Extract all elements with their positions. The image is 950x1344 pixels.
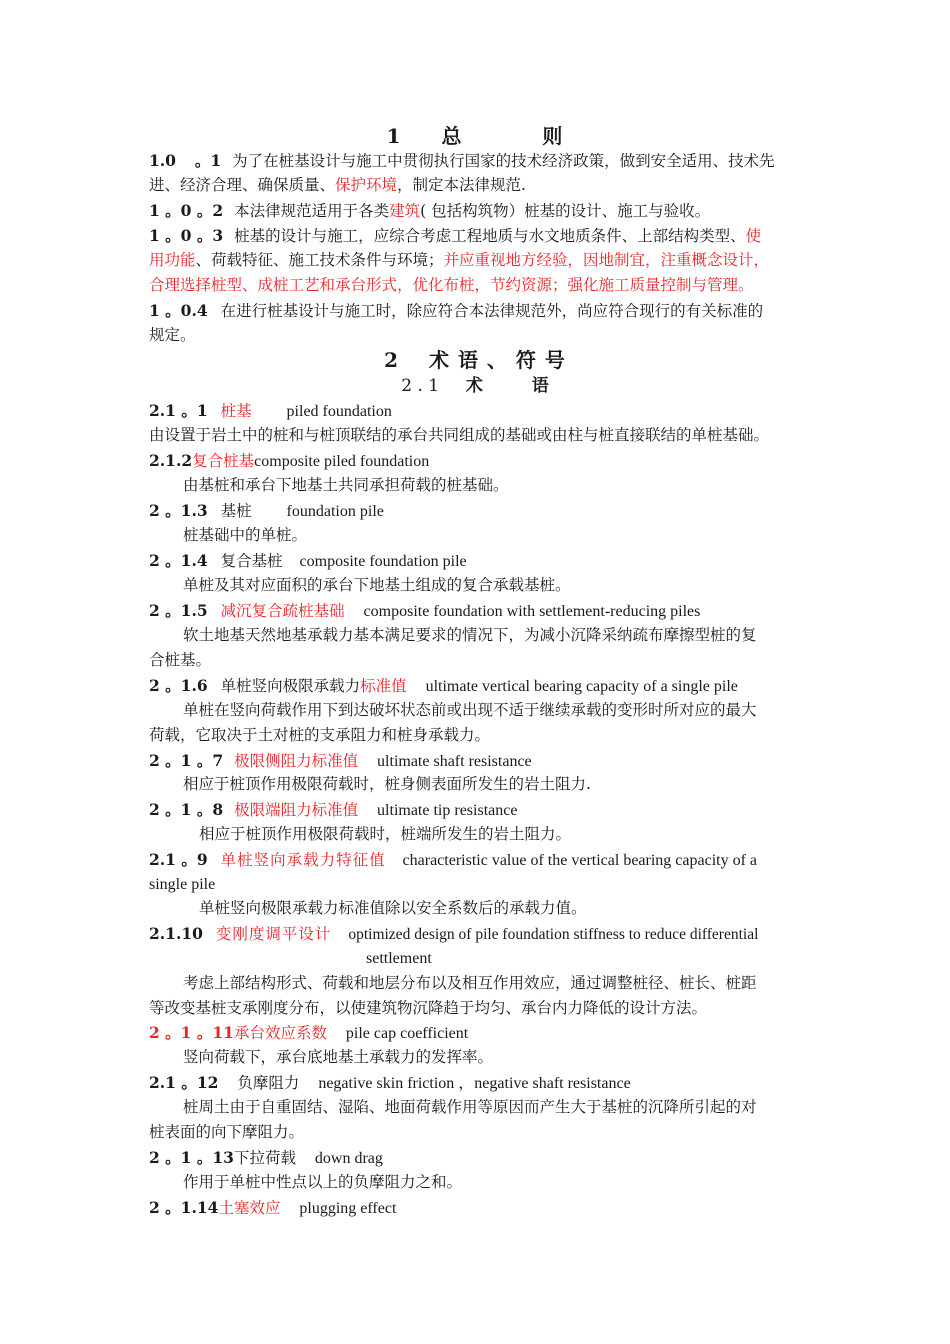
term-cn: 减沉复合疏桩基础 xyxy=(220,602,345,620)
term-2-1-10 xyxy=(149,921,809,946)
term-2-1-5-desc-1: 软土地基天然地基承载力基本满足要求的情况下，为减小沉降采纳疏布摩擦型桩的复 xyxy=(183,626,757,644)
highlight-text: 保护环境 xyxy=(335,176,398,194)
term-number: 2.1.2 xyxy=(149,451,193,470)
term-2-1-8 xyxy=(149,797,809,822)
term-2-1-9-desc: 单桩竖向极限承载力标准值除以安全系数后的承载力值。 xyxy=(199,899,587,917)
clause-text: 在进行桩基设计与施工时，除应符合本法律规范外，尚应符合现行的有关标准的 xyxy=(220,302,764,320)
term-2-1-13 xyxy=(149,1145,809,1170)
chapter-1-heading xyxy=(0,122,950,150)
chapter-title-char-2: 则 xyxy=(542,124,564,148)
clause-1-0-3-line-3: 合理选择桩型、成桩工艺和承台形式，优化布桩，节约资源；强化施工质量控制与管理。 xyxy=(149,276,754,294)
term-2-1-7 xyxy=(149,748,809,773)
term-2-1-9-en-cont: single pile xyxy=(149,876,216,893)
term-cn: 基桩 xyxy=(220,502,252,520)
chapter-title: 术 语 、 符 号 xyxy=(429,348,566,372)
term-2-1-4-desc: 单桩及其对应面积的承台下地基土组成的复合承载基桩。 xyxy=(183,576,571,594)
term-en: optimized design of pile foundation stiffness to reduce differential xyxy=(348,926,759,943)
term-2-1-7-desc: 相应于桩顶作用极限荷载时，桩身侧表面所发生的岩土阻力. xyxy=(183,775,591,793)
term-2-1-5 xyxy=(149,598,809,623)
term-en: piled foundation xyxy=(286,403,392,420)
term-cn: 复合基桩 xyxy=(220,552,283,570)
term-en: down drag xyxy=(314,1150,383,1167)
term-en: composite piled foundation xyxy=(254,453,430,470)
term-number: 2 。1 。11 xyxy=(149,1023,234,1042)
clause-1-0-2 xyxy=(149,198,809,223)
term-2-1-2-desc: 由基桩和承台下地基土共同承担荷载的桩基础。 xyxy=(183,476,509,494)
clause-1-0-1-line-2 xyxy=(149,173,809,198)
term-en: negative skin friction ，negative shaft resistance xyxy=(318,1075,631,1092)
term-2-1-14 xyxy=(149,1195,809,1220)
term-cn: 变刚度调平设计 xyxy=(215,925,332,943)
clause-1-0-3-line-1 xyxy=(149,223,809,248)
clause-text: 、荷载特征、施工技术条件与环境； xyxy=(195,251,444,269)
term-cn: 下拉荷载 xyxy=(233,1149,296,1167)
term-number: 2 。1.6 xyxy=(149,676,208,695)
section-title-char-2: 语 xyxy=(531,376,549,396)
clause-1-0-3-line-2 xyxy=(149,248,809,273)
term-number: 2 。1 。7 xyxy=(149,751,224,770)
term-number: 2.1.10 xyxy=(149,924,203,943)
term-2-1-11 xyxy=(149,1020,809,1045)
clause-text: 桩基的设计与施工，应综合考虑工程地质与水文地质条件、上部结构类型、 xyxy=(234,227,746,245)
chapter-title-char-1: 总 xyxy=(441,124,463,148)
clause-1-0-1-line-1 xyxy=(149,148,809,173)
term-cn: 土塞效应 xyxy=(218,1199,281,1217)
clause-text: 为了在桩基设计与施工中贯彻执行国家的技术经济政策，做到安全适用、技术先 xyxy=(232,152,775,170)
chapter-2-heading xyxy=(0,346,950,374)
clause-text: 进、经济合理、确保质量、 xyxy=(149,176,336,194)
term-number: 2 。1.5 xyxy=(149,601,208,620)
term-number: 2 。1 。13 xyxy=(149,1148,234,1167)
term-2-1-9 xyxy=(149,847,809,872)
term-2-1-12-desc-2: 桩表面的向下摩阻力。 xyxy=(149,1123,305,1141)
term-en: composite foundation with settlement-reducing piles xyxy=(363,603,701,620)
term-en: composite foundation pile xyxy=(299,553,467,570)
term-en: characteristic value of the vertical bearing capacity of a xyxy=(402,852,758,869)
highlight-text: 建筑 xyxy=(389,202,421,220)
section-title-char-1: 术 xyxy=(465,376,483,396)
term-2-1-3 xyxy=(149,498,809,523)
term-number: 2.1 。12 xyxy=(149,1073,219,1092)
clause-text: 本法律规范适用于各类 xyxy=(234,202,390,220)
term-2-1-13-desc: 作用于单桩中性点以上的负摩阻力之和。 xyxy=(183,1173,463,1191)
clause-1-0-4-line-1 xyxy=(149,298,809,323)
term-en: foundation pile xyxy=(286,503,384,520)
highlight-text: 用功能 xyxy=(149,251,196,269)
term-2-1-1 xyxy=(149,398,809,423)
term-en: plugging effect xyxy=(299,1200,397,1217)
term-2-1-6-desc-1: 单桩在竖向荷载作用下到达破坏状态前或出现不适于继续承载的变形时所对应的最大 xyxy=(183,701,757,719)
term-number: 2 。1 。8 xyxy=(149,800,224,819)
term-2-1-5-desc-2: 合桩基。 xyxy=(149,651,212,669)
highlight-text: 使 xyxy=(745,227,762,245)
term-2-1-2 xyxy=(149,448,809,473)
term-number: 2 。1.4 xyxy=(149,551,208,570)
term-2-1-12 xyxy=(149,1070,809,1095)
term-number: 2 。1.3 xyxy=(149,501,208,520)
clause-text: ( 包括构筑物）桩基的设计、施工与验收。 xyxy=(420,202,711,220)
section-number: 2 . 1 xyxy=(401,376,440,396)
term-cn: 负摩阻力 xyxy=(237,1074,300,1092)
clause-number: 1 。0 。3 xyxy=(149,226,224,245)
clause-1-0-4-line-2: 规定。 xyxy=(149,326,196,344)
term-2-1-3-desc: 桩基础中的单桩。 xyxy=(183,526,308,544)
term-number: 2 。1.14 xyxy=(149,1198,219,1217)
term-2-1-12-desc-1: 桩周土由于自重固结、湿陷、地面荷载作用等原因而产生大于基桩的沉降所引起的对 xyxy=(183,1098,757,1116)
highlight-text: 并应重视地方经验，因地制宜，注重概念设计， xyxy=(443,251,770,269)
chapter-number: 2 xyxy=(384,348,400,372)
term-number: 2.1 。9 xyxy=(149,850,208,869)
term-2-1-1-desc: 由设置于岩土中的桩和与桩顶联结的承台共同组成的基础或由柱与桩直接联结的单桩基础。 xyxy=(149,426,770,444)
term-2-1-10-en-cont: settlement xyxy=(366,950,432,967)
clause-number-suffix: 。1 xyxy=(194,151,222,170)
term-cn: 极限端阻力标准值 xyxy=(234,801,359,819)
term-2-1-8-desc: 相应于桩顶作用极限荷载时，桩端所发生的岩土阻力。 xyxy=(199,825,572,843)
term-number: 2.1 。1 xyxy=(149,401,208,420)
term-2-1-11-desc: 竖向荷载下，承台底地基土承载力的发挥率。 xyxy=(183,1048,494,1066)
clause-number: 1 。0.4 xyxy=(149,301,208,320)
clause-number: 1 。0 。2 xyxy=(149,201,224,220)
term-cn: 单桩竖向承载力特征值 xyxy=(220,851,386,869)
term-en: ultimate vertical bearing capacity of a single pile xyxy=(425,678,738,695)
clause-number: 1.0 xyxy=(149,151,176,170)
term-cn: 复合桩基 xyxy=(192,452,255,470)
term-en: ultimate tip resistance xyxy=(377,802,518,819)
term-cn: 桩基 xyxy=(220,402,252,420)
term-en: ultimate shaft resistance xyxy=(377,753,532,770)
term-2-1-10-desc-2: 等改变基桩支承刚度分布，以使建筑物沉降趋于均匀、承台内力降低的设计方法。 xyxy=(149,999,708,1017)
term-cn: 单桩竖向极限承载力 xyxy=(220,677,361,695)
term-2-1-6-desc-2: 荷载，它取决于土对桩的支承阻力和桩身承载力。 xyxy=(149,726,491,744)
term-cn: 极限侧阻力标准值 xyxy=(234,752,359,770)
term-cn: 承台效应系数 xyxy=(233,1024,327,1042)
clause-text: ，制定本法律规范. xyxy=(397,176,526,194)
term-cn-highlight: 标准值 xyxy=(360,677,407,695)
chapter-number: 1 xyxy=(386,124,402,148)
term-2-1-10-desc-1: 考虑上部结构形式、荷载和地层分布以及相互作用效应，通过调整桩径、桩长、桩距 xyxy=(183,974,757,992)
term-en: pile cap coefficient xyxy=(345,1025,469,1042)
term-2-1-4 xyxy=(149,548,809,573)
term-2-1-6 xyxy=(149,673,809,698)
section-2-1-heading xyxy=(0,374,950,398)
